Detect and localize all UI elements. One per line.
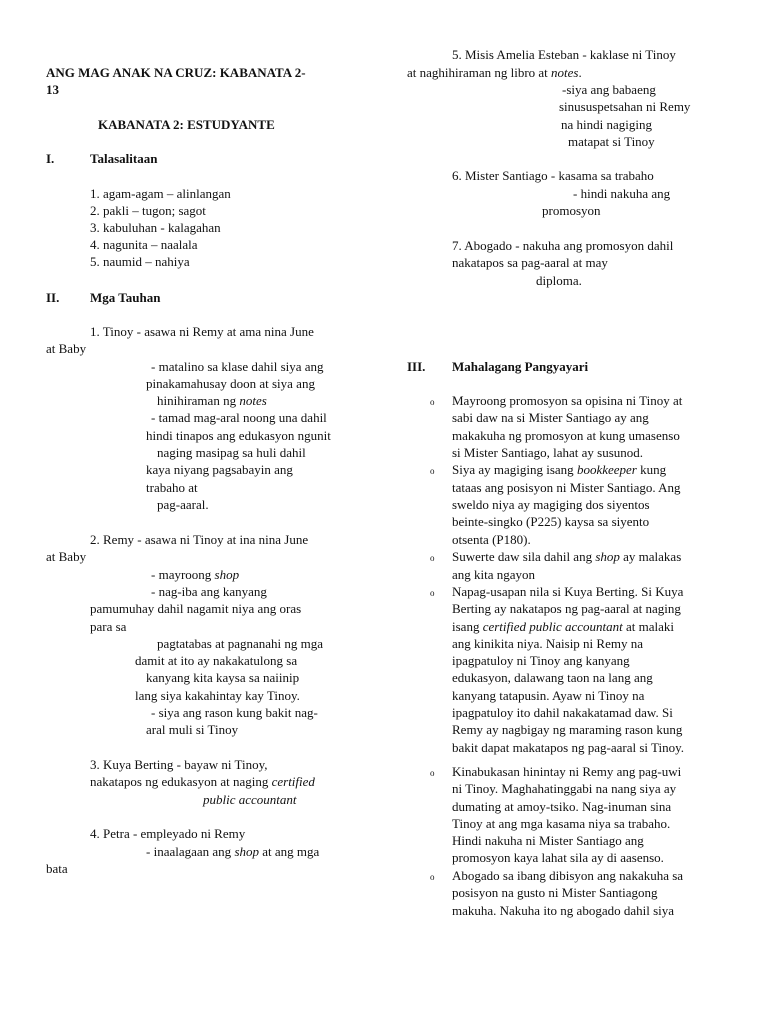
event-line: promosyon kaya lahat sila ay di aasenso.	[452, 850, 664, 865]
event-line: Napag-usapan nila si Kuya Berting. Si Kuya	[452, 584, 684, 599]
character-line	[146, 843, 319, 860]
vocab-item: 1. agam-agam – alinlangan	[90, 186, 231, 201]
character-line	[90, 773, 315, 790]
text-run: kung	[636, 462, 667, 477]
italic-term: bookkeeper	[576, 462, 637, 477]
section-3-title: Mahalagang Pangyayari	[452, 359, 589, 374]
vocab-item: 3. kabuluhan - kalagahan	[90, 220, 221, 235]
character-line: hindi tinapos ang edukasyon ngunit	[146, 428, 331, 443]
vocab-item: 2. pakli – tugon; sagot	[90, 203, 206, 218]
event-line: sabi daw na si Mister Santiago ay ang	[452, 410, 649, 425]
character-line: 1. Tinoy - asawa ni Remy at ama nina June	[90, 324, 314, 339]
character-line: pinakamahusay doon at siya ang	[146, 376, 315, 391]
character-line	[407, 64, 582, 81]
event-line	[452, 548, 681, 565]
event-line: makuha. Nakuha ito ng abogado dahil siya	[452, 903, 675, 918]
character-line: naging masipag sa huli dahil	[157, 445, 306, 460]
character-line: kaya niyang pagsabayin ang	[146, 462, 293, 477]
event-line: sweldo niya ay magiging dos siyentos	[452, 497, 650, 512]
character-line: pag-aaral.	[157, 497, 209, 512]
character-line: nakatapos sa pag-aaral at may	[452, 255, 608, 270]
vocab-item: 4. nagunita – naalala	[90, 237, 198, 252]
character-line: na hindi nagiging	[561, 117, 652, 132]
character-line: at Baby	[46, 341, 87, 356]
text-run: - mayroong	[151, 567, 215, 582]
text-run: at naghihiraman ng libro at	[407, 65, 552, 80]
character-line: bata	[46, 861, 68, 876]
text-run: isang	[452, 619, 483, 634]
section-1-title: Talasalitaan	[90, 151, 158, 166]
character-line: - tamad mag-aral noong una dahil	[151, 410, 327, 425]
text-run: at ang mga	[259, 844, 320, 859]
event-line: ipagpatuloy ito dahil nakakatamad daw. Si	[452, 705, 673, 720]
character-line: -siya ang babaeng	[562, 82, 656, 97]
character-line: para sa	[90, 619, 127, 634]
italic-term: notes	[239, 393, 267, 408]
character-line: pagtatabas at pagnanahi ng mga	[157, 636, 324, 651]
text-run: at malaki	[622, 619, 675, 634]
event-line: bakit dapat makatapos ng pag-aaral si Tinoy.	[452, 740, 685, 755]
text-run: nakatapos ng edukasyon at naging	[90, 774, 272, 789]
vocab-item: 5. naumid – nahiya	[90, 254, 190, 269]
event-line: Tinoy at ang mga kasama niya sa trabaho.	[452, 816, 671, 831]
event-line: si Mister Santiago, lahat ay susunod.	[452, 445, 644, 460]
character-line: trabaho at	[146, 480, 198, 495]
character-line	[157, 392, 267, 409]
doc-title-line-1: ANG MAG ANAK NA CRUZ: KABANATA 2-	[46, 65, 306, 80]
text-run: Suwerte daw sila dahil ang	[452, 549, 596, 564]
event-line: Mayroong promosyon sa opisina ni Tinoy at	[452, 393, 683, 408]
character-line: pamumuhay dahil nagamit niya ang oras	[90, 601, 302, 616]
character-line: - hindi nakuha ang	[573, 186, 671, 201]
event-line: dumating at amoy-tsiko. Nag-inuman sina	[452, 799, 672, 814]
text-run: .	[578, 65, 582, 80]
character-line: 2. Remy - asawa ni Tinoy at ina nina June	[90, 532, 309, 547]
character-line: diploma.	[536, 273, 582, 288]
event-line	[452, 618, 674, 635]
italic-term: shop	[214, 567, 240, 582]
character-line: 5. Misis Amelia Esteban - kaklase ni Tinoy	[452, 47, 676, 62]
character-line: 6. Mister Santiago - kasama sa trabaho	[452, 168, 654, 183]
event-line: edukasyon, dalawang taon na lang ang	[452, 670, 653, 685]
character-line: at Baby	[46, 549, 87, 564]
section-2-title: Mga Tauhan	[90, 290, 161, 305]
italic-term: shop	[595, 549, 620, 564]
bullet-icon: o	[430, 588, 435, 598]
event-line	[452, 461, 666, 478]
event-line: Remy ay nagbigay ng maraming rason kung	[452, 722, 683, 737]
text-run: ay malakas	[619, 549, 682, 564]
section-3-number: III.	[407, 359, 426, 374]
section-1-number: I.	[46, 151, 55, 166]
event-line: kanyang tatapusin. Ayaw ni Tinoy na	[452, 688, 645, 703]
character-line: damit at ito ay nakakatulong sa	[135, 653, 298, 668]
character-line: promosyon	[542, 203, 601, 218]
event-line: makakuha ng promosyon at kung umasenso	[452, 428, 680, 443]
bullet-icon: o	[430, 397, 435, 407]
bullet-icon: o	[430, 466, 435, 476]
event-line: otsenta (P180).	[452, 532, 531, 547]
italic-term: certified public accountant	[482, 619, 623, 634]
section-2-number: II.	[46, 290, 60, 305]
event-line: ipagpatuloy ni Tinoy ang kanyang	[452, 653, 630, 668]
italic-term: shop	[234, 844, 259, 859]
character-line: 4. Petra - empleyado ni Remy	[90, 826, 246, 841]
character-line: - nag-iba ang kanyang	[151, 584, 267, 599]
event-line: Berting ay nakatapos ng pag-aaral at naging	[452, 601, 681, 616]
text-run: - inaalagaan ang	[146, 844, 235, 859]
character-line: sinususpetsahan ni Remy	[559, 99, 691, 114]
bullet-icon: o	[430, 553, 435, 563]
event-line: ang kita ngayon	[452, 567, 536, 582]
bullet-icon: o	[430, 768, 435, 778]
character-line: kanyang kita kaysa sa naiinip	[146, 670, 300, 685]
event-line: Hindi nakuha ni Mister Santiago ang	[452, 833, 644, 848]
character-line: lang siya kakahintay kay Tinoy.	[135, 688, 300, 703]
event-line: Abogado sa ibang dibisyon ang nakakuha sa	[452, 868, 684, 883]
event-line: beinte-singko (P225) kaysa sa siyento	[452, 514, 650, 529]
text-run: hinihiraman ng	[157, 393, 240, 408]
text-run: Siya ay magiging isang	[452, 462, 577, 477]
italic-term: certified	[271, 774, 315, 789]
event-line: ang kinikita niya. Naisip ni Remy na	[452, 636, 643, 651]
chapter-title: KABANATA 2: ESTUDYANTE	[98, 117, 275, 132]
bullet-icon: o	[430, 872, 435, 882]
character-line	[151, 566, 239, 583]
italic-term: notes	[551, 65, 579, 80]
character-line: aral muli si Tinoy	[146, 722, 239, 737]
character-line: 3. Kuya Berting - bayaw ni Tinoy,	[90, 757, 268, 772]
character-line: - siya ang rason kung bakit nag-	[151, 705, 318, 720]
character-line: - matalino sa klase dahil siya ang	[151, 359, 324, 374]
event-line: ni Tinoy. Maghahatinggabi na nang siya ay	[452, 781, 677, 796]
event-line: tataas ang posisyon ni Mister Santiago. Ang	[452, 480, 681, 495]
character-line: matapat si Tinoy	[568, 134, 655, 149]
event-line: Kinabukasan hinintay ni Remy ang pag-uwi	[452, 764, 682, 779]
italic-term: public accountant	[203, 792, 297, 807]
character-line	[203, 791, 297, 808]
event-line: posisyon na gusto ni Mister Santiagong	[452, 885, 658, 900]
character-line: 7. Abogado - nakuha ang promosyon dahil	[452, 238, 674, 253]
doc-title-line-2: 13	[46, 82, 59, 97]
